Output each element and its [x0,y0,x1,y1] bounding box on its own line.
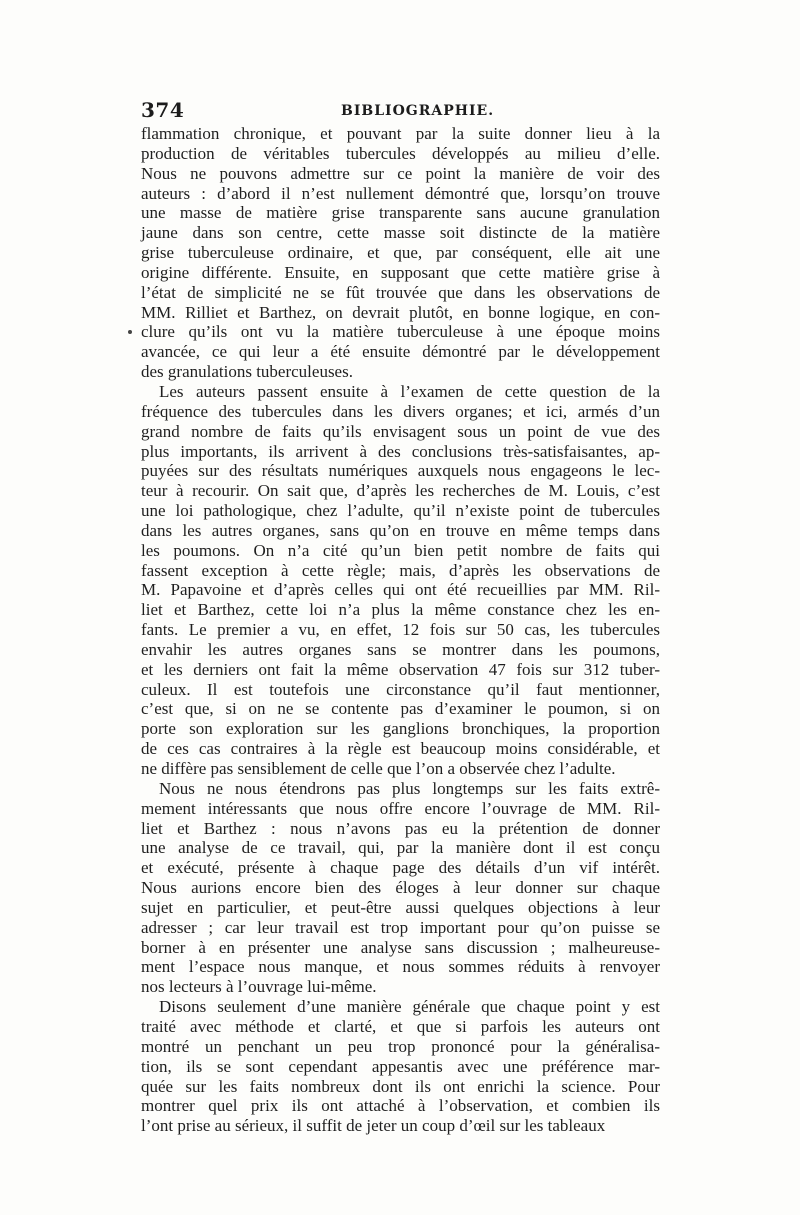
text-line: dans les autres organes, sans qu’on en trouve en même temps dans [141,520,660,540]
text-line: Les auteurs passent ensuite à l’examen de cette question de la [159,381,660,401]
text-line: nos lecteurs à l’ouvrage lui-même. [141,977,377,997]
text-line: sujet en particulier, et peut-être aussi quelques objections à leur [141,897,660,917]
running-head: BIBLIOGRAPHIE. [341,103,495,119]
text-line: Nous aurions encore bien des éloges à leur donner sur chaque [141,878,660,898]
text-line: puyées sur des résultats numériques auxquels nous engageons le lec- [141,461,660,481]
text-line: liet et Barthez : nous n’avons pas eu la prétention de donner [141,818,660,838]
text-line: tion, ils se sont cependant appesantis avec une préférence mar- [141,1056,660,1076]
text-line: et exécuté, présente à chaque page des détails d’un vif intérêt. [141,858,660,878]
text-line: montré un penchant un peu trop prononcé pour la généralisa- [141,1036,660,1056]
text-line: mement intéressants que nous offre encore l’ouvrage de MM. Ril- [141,798,660,818]
text-line: quée sur les faits nombreux dont ils ont enrichi la science. Pour [141,1076,660,1096]
text-line: MM. Rilliet et Barthez, on devrait plutôt, en bonne logique, en con- [141,302,660,322]
text-line: l’ont prise au sérieux, il suffit de jeter un coup d’œil sur les tableaux [141,1116,606,1136]
text-line: grand nombre de faits qu’ils envisagent sous un point de vue des [141,421,660,441]
text-line: grise tuberculeuse ordinaire, et que, par conséquent, elle ait une [141,243,660,263]
text-line: Nous ne pouvons admettre sur ce point la manière de voir des [141,163,660,183]
text-line: traité avec méthode et clarté, et que si parfois les auteurs ont [141,1016,660,1036]
text-line: production de véritables tubercules développés au milieu d’elle. [141,143,660,163]
text-line: origine différente. Ensuite, en supposant que cette matière grise à [141,262,660,282]
page-header [141,98,661,124]
text-line: fréquence des tubercules dans les divers organes; et ici, armés d’un [141,401,660,421]
text-line: liet et Barthez, cette loi n’a plus la même constance chez les en- [141,600,660,620]
margin-mark [128,330,132,334]
body-text [141,124,660,1136]
page-number: 374 [141,98,185,122]
text-line: M. Papavoine et d’après celles qui ont été recueillies par MM. Ril- [141,580,660,600]
text-line: les poumons. On n’a cité qu’un bien petit nombre de faits qui [141,540,660,560]
text-line: plus importants, ils arrivent à des conclusions très-satisfaisantes, ap- [141,441,660,461]
text-line: et les derniers ont fait la même observation 47 fois sur 312 tuber- [141,659,660,679]
text-line: jaune dans son centre, cette masse soit distincte de la matière [141,223,660,243]
text-line: ne diffère pas sensiblement de celle que l’on a observée chez l’adulte. [141,759,616,778]
text-line: auteurs : d’abord il n’est nullement démontré que, lorsqu’on trouve [141,183,660,203]
text-line: Nous ne nous étendrons pas plus longtemps sur les faits extrê- [159,778,660,798]
text-line: culeux. Il est toutefois une circonstance qu’il faut mentionner, [141,679,660,699]
text-line: de ces cas contraires à la règle est beaucoup moins considérable, et [141,739,660,759]
text-line: l’état de simplicité ne se fût trouvée que dans les observations de [141,282,660,302]
text-line: borner à en présenter une analyse sans discussion ; malheureuse- [141,937,660,957]
text-line: Disons seulement d’une manière générale que chaque point y est [159,997,660,1017]
text-line: fants. Le premier a vu, en effet, 12 fois sur 50 cas, les tubercules [141,620,660,640]
text-line: c’est que, si on ne se contente pas d’examiner le poumon, si on [141,699,660,719]
text-line: clure qu’ils ont vu la matière tuberculeuse à une époque moins [141,322,660,342]
text-line: des granulations tuberculeuses. [141,362,353,382]
text-line: montrer quel prix ils ont attaché à l’observation, et combien ils [141,1096,660,1116]
text-line: une loi pathologique, chez l’adulte, qu’il n’existe point de tubercules [141,501,660,521]
text-line: avancée, ce qui leur a été ensuite démontré par le développement [141,342,660,362]
paragraph [141,124,660,382]
text-line: une analyse de ce travail, qui, par la manière dont il est conçu [141,838,660,858]
paragraph [141,382,660,779]
text-line: adresser ; car leur travail est trop important pour qu’on puisse se [141,917,660,937]
paragraph [141,997,660,1136]
paragraph [141,779,660,997]
text-line: fassent exception à cette règle; mais, d’après les observations de [141,560,660,580]
text-line: flammation chronique, et pouvant par la suite donner lieu à la [141,124,660,143]
text-line: une masse de matière grise transparente sans aucune granulation [141,203,660,223]
text-line: teur à recourir. On sait que, d’après les recherches de M. Louis, c’est [141,481,660,501]
text-line: porte son exploration sur les ganglions bronchiques, la proportion [141,719,660,739]
text-line: envahir les autres organes sans se montrer dans les poumons, [141,639,660,659]
text-line: ment l’espace nous manque, et nous sommes réduits à renvoyer [141,957,660,977]
